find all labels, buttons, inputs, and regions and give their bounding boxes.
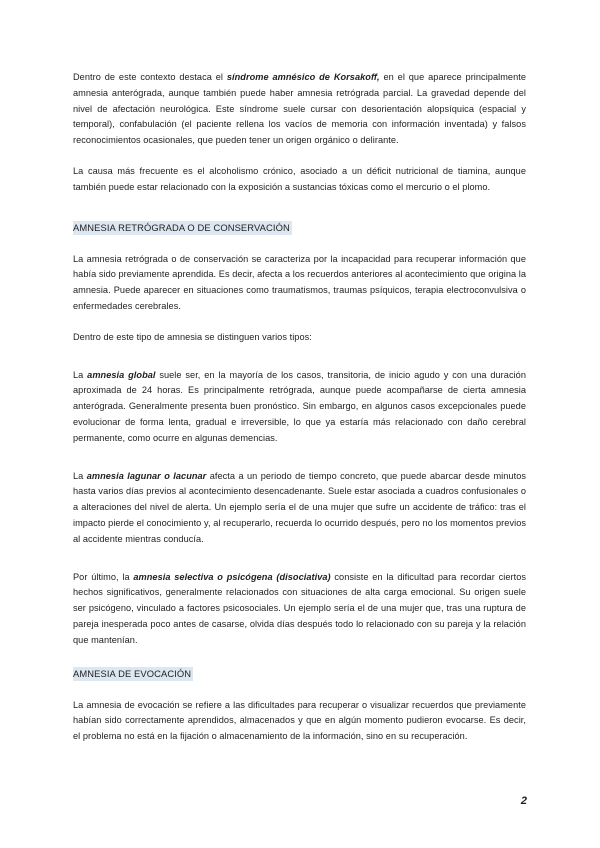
paragraph-text: consiste en la dificultad para recordar ciertos hechos significativos, generalmente relacionados con situaciones de alta carga emocional. Su origen suele ser psicógeno, vinculado a factores psicosociales. Un ejemplo sería el de una mujer que, tras una ruptura de pareja inesperada poco antes de casarse, olvida días después todo lo relacionado con su pareja y la relación que mantenían.	[73, 571, 526, 645]
highlighted-term: amnesia global	[87, 369, 156, 380]
paragraph-causa: La causa más frecuente es el alcoholismo crónico, asociado a un déficit nutricional de tiamina, aunque también puede estar relacionado con la exposición a sustancias tóxicas como el mercurio o el plomo.	[73, 165, 526, 192]
section-heading-wrapper	[73, 218, 526, 252]
page-number: 2	[520, 795, 527, 807]
paragraph-tipos-intro: Dentro de este tipo de amnesia se distinguen varios tipos:	[73, 331, 312, 342]
paragraph-amnesia-global	[73, 368, 526, 447]
section-heading-retrograda: AMNESIA RETRÓGRADA O DE CONSERVACIÓN	[73, 221, 290, 233]
highlighted-term: amnesia selectiva o psicógena (disociativa)	[133, 571, 331, 582]
section-heading-evocacion: AMNESIA DE EVOCACIÓN	[73, 667, 192, 679]
highlighted-term: amnesia lagunar o lacunar	[86, 470, 207, 481]
paragraph-text: La	[73, 470, 87, 481]
paragraph-text: en el que aparece principalmente amnesia anterógrada, aunque también puede haber amnesia retrógrada parcial. La gravedad depende del nivel de afectación neurológica. Este síndrome suele cursar con desorientación alopsíquica (espacial y temporal), confabulación (el paciente rellena los vacíos de memoria con información inventada) y falsos reconocimientos ocasionales, que pueden tener un origen orgánico o delirante.	[73, 72, 526, 146]
paragraph-text: afecta a un periodo de tiempo concreto, que puede abarcar desde minutos hasta varios días previos al acontecimiento desencadenante. Suele estar asociada a cuadros confusionales o a alteraciones del nivel de alerta. Un ejemplo sería el de una mujer que sufre un accidente de tráfico: tras el impacto pierde el conocimiento y, al recuperarlo, recuerda lo ocurrido después, pero no los momentos previos al accidente mientras conducía.	[73, 470, 526, 544]
paragraph-text: La	[73, 369, 88, 380]
paragraph-retrograda: La amnesia retrógrada o de conservación se caracteriza por la incapacidad para recuperar información que había sido previamente aprendida. Es decir, afecta a los recuerdos anteriores al acontecimiento que origina la amnesia. Puede aparecer en situaciones como traumatismos, traumas psíquicos, terapia electroconvulsiva o enfermedades cerebrales.	[73, 253, 526, 311]
paragraph-amnesia-selectiva	[73, 570, 526, 649]
paragraph-evocacion: La amnesia de evocación se refiere a las dificultades para recuperar o visualizar recuerdos que previamente habían sido correctamente aprendidos, almacenados y que en algún momento pudieron evocarse. Es decir, el problema no está en la fijación o almacenamiento de la información, sino en su recuperación.	[73, 699, 526, 742]
paragraph-text: Dentro de este contexto destaca el	[73, 72, 227, 82]
paragraph-korsakoff	[73, 70, 526, 149]
section-heading-wrapper	[73, 664, 526, 698]
paragraph-text: Por último, la	[73, 571, 134, 582]
paragraph-amnesia-lagunar	[73, 469, 526, 548]
paragraph-text: suele ser, en la mayoría de los casos, transitoria, de inicio agudo y con una duración aproximada de 24 horas. Es principalmente retrógrada, aunque puede acompañarse de cierta amnesia anterógrada. Generalmente presenta buen pronóstico. Sin embargo, en algunos casos excepcionales puede evolucionar de forma lenta, gradual e irreversible, lo que ya estaría más relacionado con daño cerebral permanente, como ocurre en algunas demencias.	[73, 369, 527, 443]
document-page	[73, 70, 526, 760]
highlighted-term: síndrome amnésico de Korsakoff,	[226, 72, 380, 82]
